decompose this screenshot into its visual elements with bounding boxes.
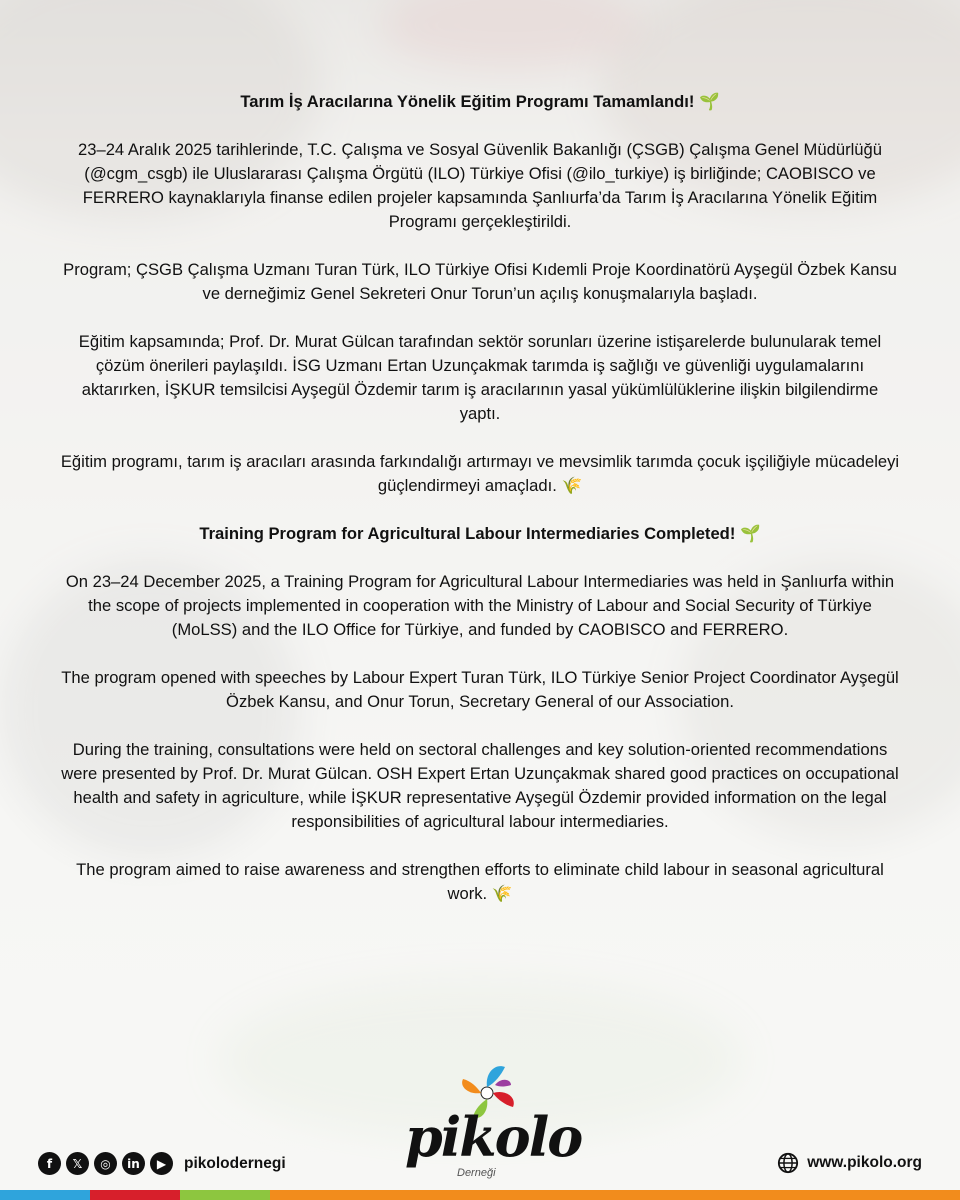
globe-icon — [777, 1152, 799, 1174]
en-paragraph-3: During the training, consultations were held on sectoral challenges and key solution-oriented recommendations were presented by Prof. Dr. Murat Gülcan. OSH Expert Ertan Uzunçakmak shared good practices on occupational health and safety in agriculture, while İŞKUR representative Ayşegül Özdemir provided information on the legal responsibilities of agricultural labour intermediaries. — [61, 740, 899, 831]
announcement-text — [60, 90, 900, 930]
en-paragraph-2: The program opened with speeches by Labour Expert Turan Türk, ILO Türkiye Senior Project Coordinator Ayşegül Özbek Kansu, and Onur Torun, Secretary General of our Association. — [61, 668, 899, 711]
en-title — [60, 522, 900, 546]
social-handle[interactable]: pikolodernegi — [184, 1154, 286, 1172]
wheat-icon: 🌾 — [561, 476, 583, 495]
youtube-icon[interactable]: ▶ — [150, 1152, 173, 1175]
color-stripe — [0, 1190, 960, 1200]
tr-paragraph-1: 23–24 Aralık 2025 tarihlerinde, T.C. Çalışma ve Sosyal Güvenlik Bakanlığı (ÇSGB) Çalışma Genel Müdürlüğü (@cgm_csgb) ile Uluslararası Çalışma Örgütü (ILO) Türkiye Ofisi (@ilo_turkiye) iş birliğinde; CAOBISCO ve FERRERO kaynaklarıyla finanse edilen projeler kapsamında Şanlıurfa’da Tarım İş Aracılarına Yönelik Eğitim Programı gerçekleştirildi. — [78, 140, 882, 231]
stripe-blue — [0, 1190, 90, 1200]
en-title-text: Training Program for Agricultural Labour Intermediaries Completed! — [199, 524, 736, 543]
linkedin-icon[interactable]: in — [122, 1152, 145, 1175]
seedling-icon: 🌱 — [739, 524, 761, 543]
stripe-orange — [270, 1190, 960, 1200]
facebook-icon[interactable]: f — [38, 1152, 61, 1175]
tr-title — [60, 90, 900, 114]
en-paragraph-4 — [60, 858, 900, 906]
tr-paragraph-2: Program; ÇSGB Çalışma Uzmanı Turan Türk, ILO Türkiye Ofisi Kıdemli Proje Koordinatörü Ayşegül Özbek Kansu ve derneğimiz Genel Sekreteri Onur Torun’un açılış konuşmalarıyla başladı. — [63, 260, 897, 303]
website-link[interactable] — [777, 1152, 922, 1174]
website-url[interactable]: www.pikolo.org — [807, 1154, 922, 1171]
stripe-red — [90, 1190, 180, 1200]
instagram-icon[interactable]: ◎ — [94, 1152, 117, 1175]
tr-title-text: Tarım İş Aracılarına Yönelik Eğitim Programı Tamamlandı! — [240, 92, 695, 111]
en-paragraph-4-text: The program aimed to raise awareness and strengthen efforts to eliminate child labour in seasonal agricultural work. — [76, 860, 884, 903]
footer — [0, 1140, 960, 1190]
logo-subtitle: Derneği — [457, 1167, 496, 1179]
tr-paragraph-4-text: Eğitim programı, tarım iş aracıları arasında farkındalığı artırmayı ve mevsimlik tarımda çocuk işçiliğiyle mücadeleyi güçlendirmeyi amaçladı. — [60, 452, 900, 495]
social-links — [38, 1152, 286, 1175]
seedling-icon: 🌱 — [698, 92, 720, 111]
stripe-green — [180, 1190, 270, 1200]
tr-paragraph-3: Eğitim kapsamında; Prof. Dr. Murat Gülcan tarafından sektör sorunları üzerine istişarelerde bulunularak temel çözüm önerileri paylaşıldı. İSG Uzmanı Ertan Uzunçakmak tarımda iş sağlığı ve güvenliği uygulamalarını aktarırken, İŞKUR temsilcisi Ayşegül Özdemir tarım iş aracılarının yasal yükümlülüklerine ilişkin bilgilendirme yaptı. — [78, 332, 882, 423]
x-icon[interactable]: 𝕏 — [66, 1152, 89, 1175]
logo-wordmark: pikolo — [405, 1105, 582, 1169]
wheat-icon: 🌾 — [491, 884, 513, 903]
en-paragraph-1: On 23–24 December 2025, a Training Program for Agricultural Labour Intermediaries was held in Şanlıurfa within the scope of projects implemented in cooperation with the Ministry of Labour and Social Security of Türkiye (MoLSS) and the ILO Office for Türkiye, and funded by CAOBISCO and FERRERO. — [65, 572, 895, 639]
tr-paragraph-4 — [60, 450, 900, 498]
